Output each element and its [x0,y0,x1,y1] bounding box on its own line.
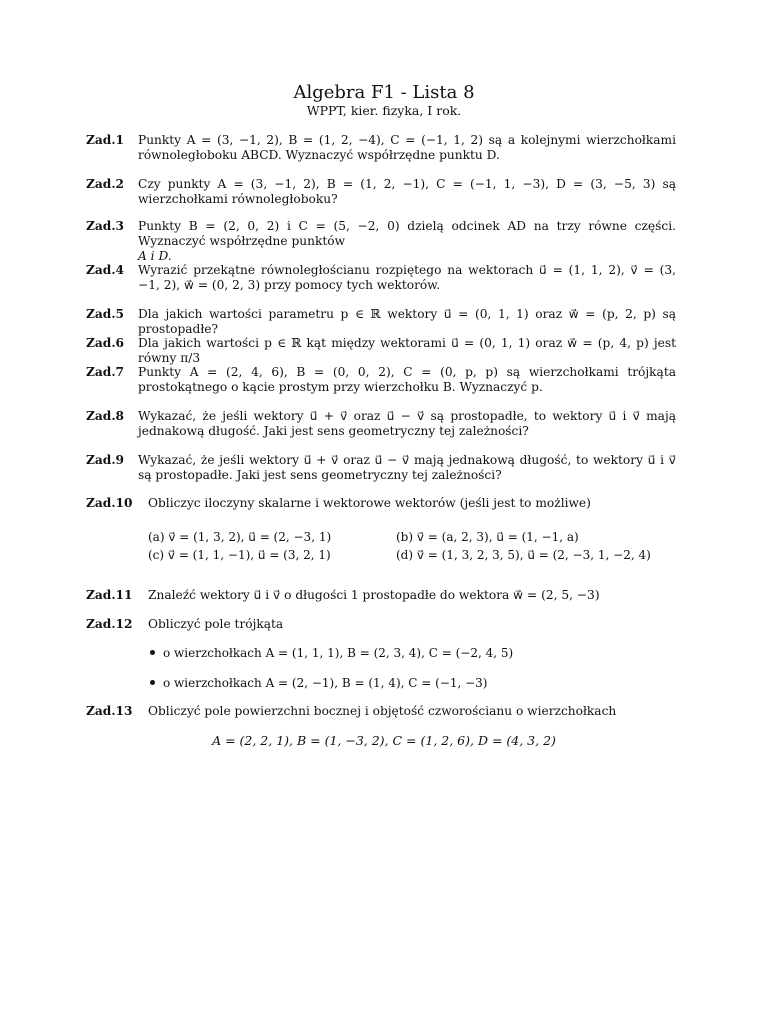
problem-3 [86,219,676,264]
problem-label: Zad.7 [86,365,125,379]
problem-label: Zad.3 [86,219,125,233]
subitem-d: (d) v⃗ = (1, 3, 2, 3, 5), u⃗ = (2, −3, 1, −2, 4) [396,548,651,562]
bullet-icon [150,680,155,685]
problem-text: Znaleźć wektory u⃗ i v⃗ o długości 1 prostopadłe do wektora w⃗ = (2, 5, −3) [148,588,600,602]
problem-text: Wyrazić przekątne równoległościanu rozpiętego na wektorach u⃗ = (1, 1, 2), v⃗ = (3, −1, 2), w⃗ = (0, 2, 3) przy pomocy tych wektorów. [138,263,676,292]
problem-text: Obliczyć pole trójkąta [148,617,284,631]
problem-8 [86,409,676,439]
problem-label: Zad.12 [86,617,133,631]
problem-1 [86,133,676,163]
vertices-equation: A = (2, 2, 1), B = (1, −3, 2), C = (1, 2, 6), D = (4, 3, 2) [212,733,556,748]
problem-11 [86,588,676,603]
problem-text: Czy punkty A = (3, −1, 2), B = (1, 2, −1), C = (−1, 1, −3), D = (3, −5, 3) są wierzchołkami równoległoboku? [138,177,676,206]
problem-10 [86,496,676,511]
page-subtitle: WPPT, kier. fizyka, I rok. [306,103,462,118]
problem-label: Zad.5 [86,307,125,321]
problem-text: Punkty B = (2, 0, 2) i C = (5, −2, 0) dzielą odcinek AD na trzy równe części. Wyznaczyć współrzędne punktów [138,219,676,248]
subitem-b: (b) v⃗ = (a, 2, 3), u⃗ = (1, −1, a) [396,530,579,544]
problem-text: Punkty A = (2, 4, 6), B = (0, 0, 2), C = (0, p, p) są wierzchołkami trójkąta prostokątnego o kącie prostym przy wierzchołku B. Wyznaczyć p. [138,365,676,394]
problem-9 [86,453,676,483]
problem-2 [86,177,676,207]
problem-5 [86,307,676,337]
problem-label: Zad.13 [86,704,133,718]
problem-label: Zad.10 [86,496,133,510]
problem-label: Zad.2 [86,177,125,191]
bullet-icon [150,650,155,655]
problem-label: Zad.6 [86,336,125,350]
problem-label: Zad.1 [86,133,125,147]
problem-label: Zad.9 [86,453,125,467]
problem-label: Zad.8 [86,409,125,423]
page-title: Algebra F1 - Lista 8 [293,82,475,103]
problem-label: Zad.4 [86,263,125,277]
problem-label: Zad.11 [86,588,133,602]
bullet-text: o wierzchołkach A = (1, 1, 1), B = (2, 3, 4), C = (−2, 4, 5) [163,646,514,660]
problem-13 [86,704,676,719]
bullet-item [150,646,513,661]
problem-text: Wykazać, że jeśli wektory u⃗ + v⃗ oraz u⃗ − v⃗ mają jednakową długość, to wektory u⃗ i v⃗ są prostopadłe. Jaki jest sens geometryczny tej zależności? [138,453,676,482]
problem-text: Obliczyc iloczyny skalarne i wektorowe wektorów (jeśli jest to możliwe) [148,496,591,510]
problem-4 [86,263,676,293]
problem-text: Dla jakich wartości parametru p ∈ ℝ wektory u⃗ = (0, 1, 1) oraz w⃗ = (p, 2, p) są prostopadłe? [138,307,676,336]
problem-12 [86,617,676,632]
problem-text: Dla jakich wartości p ∈ ℝ kąt między wektorami u⃗ = (0, 1, 1) oraz w⃗ = (p, 4, p) jest równy π/3 [138,336,676,365]
problem-text: Wykazać, że jeśli wektory u⃗ + v⃗ oraz u⃗ − v⃗ są prostopadłe, to wektory u⃗ i v⃗ mają jednakową długość. Jaki jest sens geometryczny tej zależności? [138,409,676,438]
problem-6 [86,336,676,366]
problem-7 [86,365,676,395]
problem-text: Punkty A = (3, −1, 2), B = (1, 2, −4), C = (−1, 1, 2) są a kolejnymi wierzchołkami równoległoboku ABCD. Wyznaczyć współrzędne punktu D. [138,133,676,162]
problem-text: Obliczyć pole powierzchni bocznej i objętość czworościanu o wierzchołkach [148,704,617,718]
bullet-item [150,676,488,691]
problem-text-continued: A i D. [138,249,172,263]
subitem-c: (c) v⃗ = (1, 1, −1), u⃗ = (3, 2, 1) [148,548,331,562]
bullet-text: o wierzchołkach A = (2, −1), B = (1, 4), C = (−1, −3) [163,676,488,690]
subitem-a: (a) v⃗ = (1, 3, 2), u⃗ = (2, −3, 1) [148,530,332,544]
